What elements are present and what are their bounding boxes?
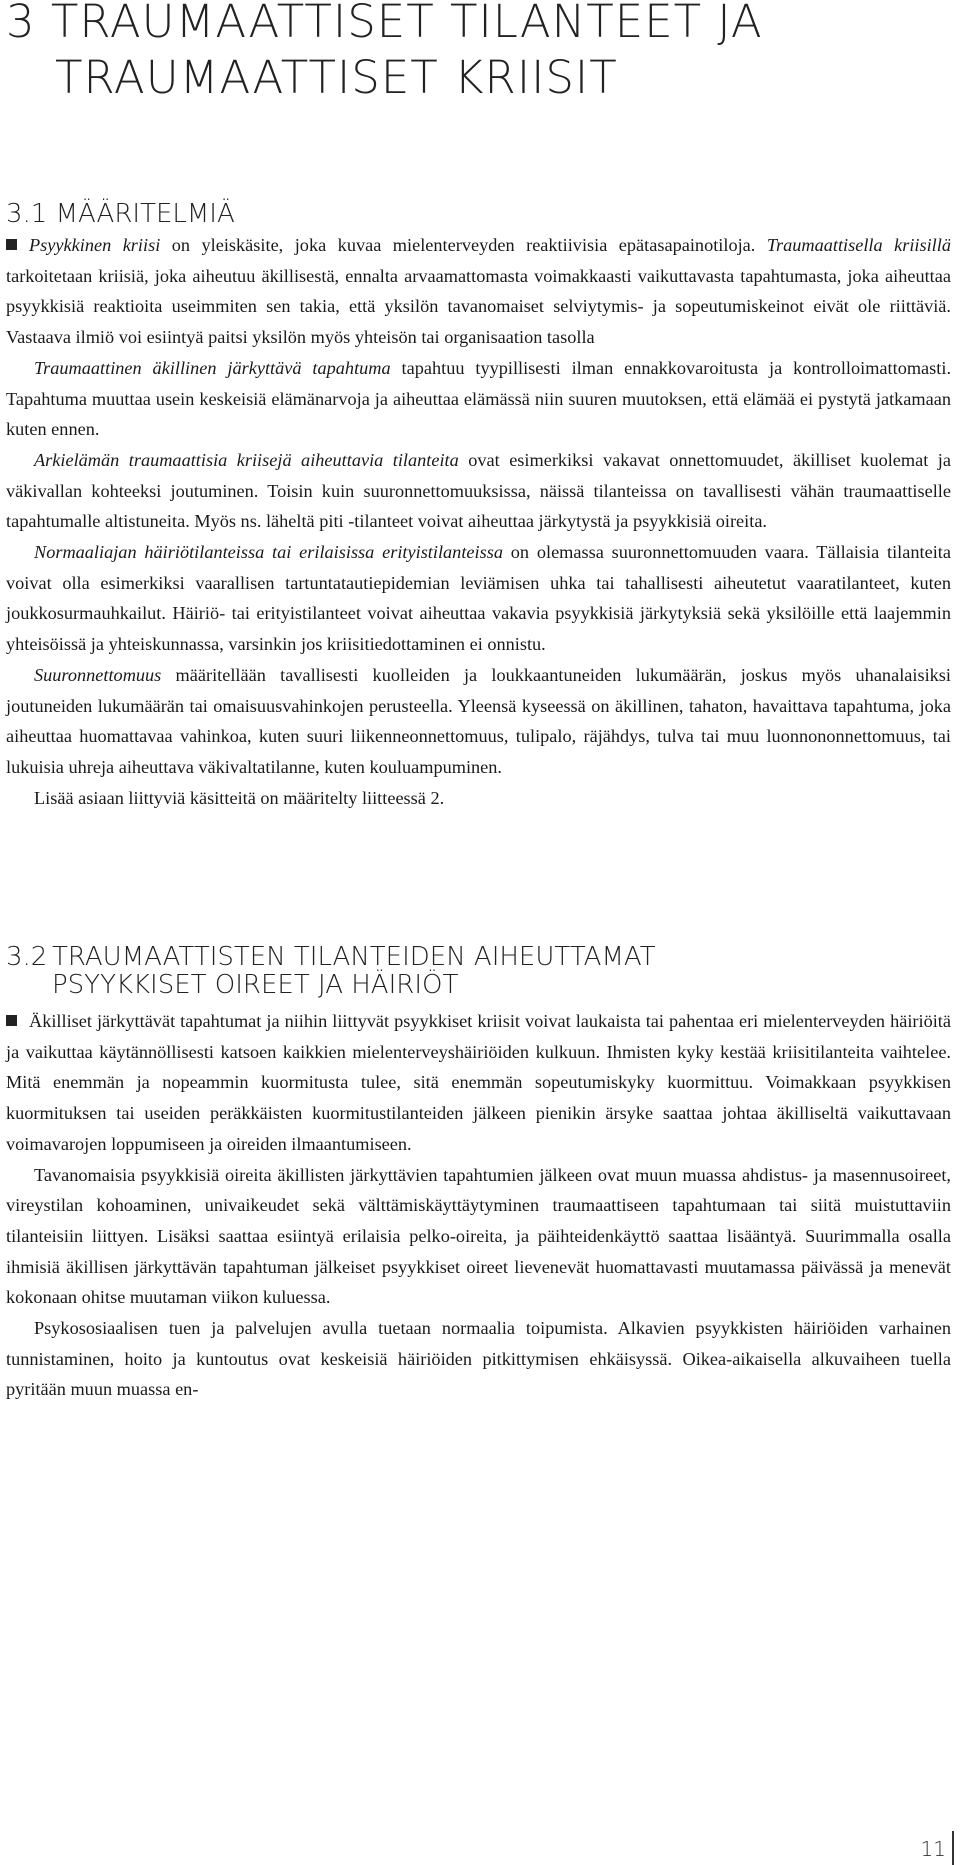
term-traumaattinen-tapahtuma: Traumaattinen äkillinen järkyttävä tapahtuma	[34, 357, 391, 378]
page-edge-rule	[952, 1831, 954, 1865]
section-3-1-body	[6, 230, 951, 813]
paragraph: Psykososiaalisen tuen ja palvelujen avulla tuetaan normaalia toipumista. Alkavien psyykkisten häiriöiden varhainen tunnistaminen, hoito ja kuntoutus ovat keskeisiä häiriöiden pitkittymisen ehkäisyssä. Oikea-aikaisella alkuvaiheen tuella pyritään muun muassa en-	[6, 1318, 951, 1400]
chapter-title	[6, 0, 926, 106]
paragraph-text: tapahtuu tyypillisesti ilman ennakkovaroitusta ja kontrolloimattomasti. Tapahtuma muuttaa usein keskeisiä elämänarvoja ja aiheuttaa elämässä niin suuren muutoksen, että elämää ei pystytä jatkamaan kuten ennen.	[6, 357, 952, 440]
paragraph-text: määritellään tavallisesti kuolleiden ja loukkaantuneiden lukumäärän, joskus myös uhanalaisiksi joutuneiden lukumäärän tai omaisuusvahinkojen perusteella. Yleensä kyseessä on äkillinen, tahaton, havaittava tapahtuma, joka aiheuttaa huomattavaa vahinkoa, kuten suuri liikenneonnettomuus, tulipalo, räjähdys, tulva tai muu luonnononnettomuus, tai lukuisia uhreja aiheuttava väkivaltatilanne, kuten kouluampuminen.	[6, 664, 951, 777]
paragraph	[6, 445, 951, 537]
paragraph-text: ovat esimerkiksi vakavat onnettomuudet, äkilliset kuolemat ja väkivallan kohteeksi joutuminen. Toisin kuin suuronnettomuuksissa, näissä tilanteissa on tavallisesti vähän traumaattiselle tapahtumalle altistuneita. Myös ns. läheltä piti -tilanteet voivat aiheuttaa järkytystä ja psyykkisiä oireita.	[6, 449, 951, 532]
section-heading-3-2	[6, 943, 926, 999]
paragraph-text: on yleiskäsite, joka kuvaa mielenterveyden reaktiivisia epätasapainotiloja.	[160, 235, 767, 255]
section-heading-3-1: 3.1 MÄÄRITELMIÄ	[6, 199, 235, 229]
paragraph	[6, 1006, 951, 1160]
term-psyykkinen-kriisi: Psyykkinen kriisi	[29, 235, 161, 255]
chapter-title-line1: 3 TRAUMAATTISET TILANTEET JA	[6, 0, 763, 48]
paragraph-text: Äkilliset järkyttävät tapahtumat ja niihin liittyvät psyykkiset kriisit voivat laukaista tai pahentaa eri mielenterveyden häiriöitä ja vaikuttaa käytännöllisesti katsoen kaikkien mielenterveyshäiriöiden kulkuun. Ihmisten kyky kestää kriisitilanteita vaihtelee. Mitä enemmän ja nopeammin kuormitusta tulee, sitä enemmän sopeutumiskyky kuormittuu. Voimakkaan psyykkisen kuormituksen tai useiden peräkkäisten kuormitustilanteiden jälkeen pienikin ärsyke saattaa johtaa äkilliseltä vaikuttavaan voimavarojen loppumiseen ja oireiden ilmaantumiseen.	[6, 1011, 951, 1154]
paragraph-text: on olemassa suuronnettomuuden vaara. Tällaisia tilanteita voivat olla esimerkiksi vaarallisen tartuntatautiepidemian leviämisen uhka tai tahallisesti aiheutetut vaaratilanteet, kuten joukkosurmauhkailut. Häiriö- tai erityistilanteet voivat aiheuttaa vakavia psyykkisiä järkytyksiä sekä yksilöille että laajemmin yhteisöissä ja yhteiskunnassa, varsinkin jos kriisitiedottaminen ei onnistu.	[6, 542, 951, 655]
section-3-2-body	[6, 1006, 951, 1405]
paragraph	[6, 660, 951, 783]
term-arkielaman-kriisit: Arkielämän traumaattisia kriisejä aiheuttavia tilanteita	[34, 449, 459, 470]
square-bullet-icon	[6, 1015, 17, 1026]
paragraph	[6, 537, 951, 660]
paragraph-text: tarkoitetaan kriisiä, joka aiheutuu äkillisestä, ennalta arvaamattomasta voimakkaasti vaikuttavasta tapahtumasta, joka aiheuttaa psyykkisiä reaktioita useimmiten sen takia, että yksilön tavanomaiset selviytymis- ja sopeutumiskeinot eivät ole riittäviä. Vastaava ilmiö voi esiintyä paitsi yksilön myös yhteisön tai organisaation tasolla	[6, 265, 951, 348]
square-bullet-icon	[6, 239, 17, 250]
term-hairiotilanteet: Normaaliajan häiriötilanteissa tai erilaisissa erityistilanteissa	[34, 542, 503, 563]
paragraph	[6, 230, 951, 353]
paragraph	[6, 353, 951, 445]
term-suuronnettomuus: Suuronnettomuus	[34, 664, 162, 685]
paragraph: Lisää asiaan liittyviä käsitteitä on määritelty liitteessä 2.	[34, 787, 445, 808]
section-heading-line1: TRAUMAATTISTEN TILANTEIDEN AIHEUTTAMAT	[52, 942, 656, 972]
section-number: 3.2	[6, 942, 48, 972]
page-number: 11	[920, 1837, 946, 1861]
paragraph: Tavanomaisia psyykkisiä oireita äkillisten järkyttävien tapahtumien jälkeen ovat muun muassa ahdistus- ja masennusoireet, vireystilan kohoaminen, univaikeudet sekä välttämiskäyttäytyminen traumaattiseen tapahtumaan tai siitä muistuttaviin tilanteisiin liittyen. Lisäksi saattaa esiintyä erilaisia pelko-oireita, ja päihteidenkäyttö saattaa lisääntyä. Suurimmalla osalla ihmisiä äkillisen järkyttävän tapahtuman jälkeiset psyykkiset oireet lievenevät huomattavasti muutamassa päivässä ja menevät kokonaan ohitse muutaman viikon kuluessa.	[6, 1164, 951, 1308]
section-heading-line2: PSYYKKISET OIREET JA HÄIRIÖT	[52, 970, 459, 1000]
chapter-title-line2: TRAUMAATTISET KRIISIT	[55, 51, 618, 104]
term-traumaattinen-kriisi: Traumaattisella kriisillä	[766, 235, 951, 255]
